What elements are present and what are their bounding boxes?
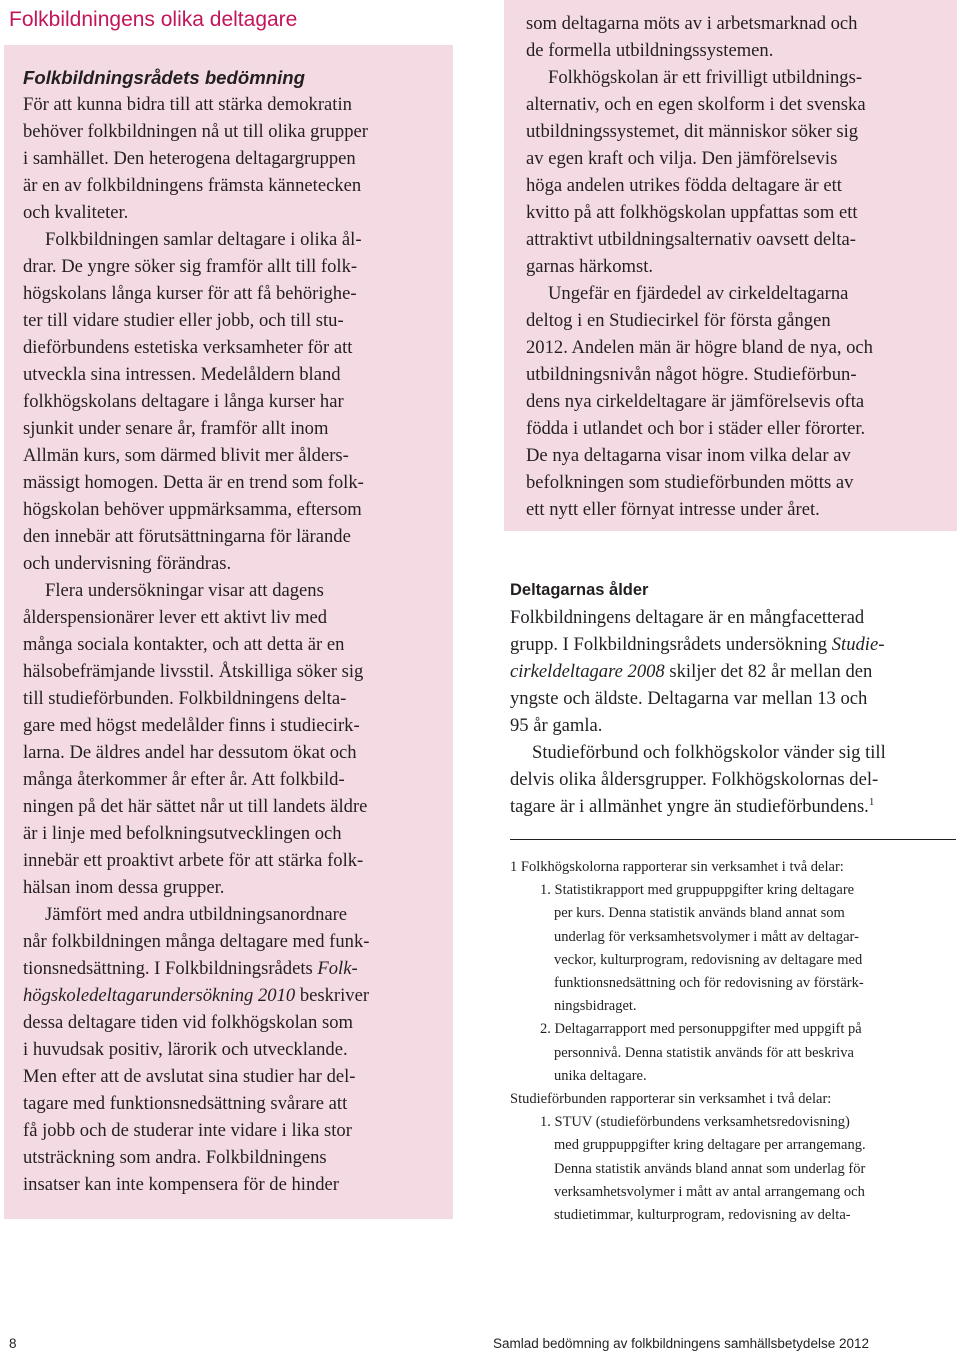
report-title-italic: Folk- [317, 958, 358, 979]
footnote-line: 1 Folkhögskolorna rapporterar sin verksamhet i två delar: [510, 859, 844, 875]
text-line: högskolan behöver uppmärksamma, eftersom [23, 499, 362, 520]
text-line: Men efter att de avslutat sina studier har del- [23, 1066, 356, 1087]
text-line: innebär ett proaktivt arbete för att stärka folk- [23, 850, 364, 871]
footnote-line: veckor, kulturprogram, redovisning av deltagare med [554, 951, 863, 968]
text-line: hälsan inom dessa grupper. [23, 877, 225, 898]
text-line: högskolans långa kurser för att få behörighe- [23, 283, 357, 304]
footnote-line: Studieförbunden rapporterar sin verksamhet i två delar: [510, 1091, 832, 1108]
text-line: hälsobefrämjande livsstil. Åtskilliga söker sig [23, 661, 364, 682]
text-line: drar. De yngre söker sig framför allt till folk- [23, 256, 358, 277]
text-segment: grupp. I Folkbildningsrådets undersökning [510, 634, 832, 655]
footnote [510, 856, 866, 1227]
text-line: folkhögskolans deltagare i långa kurser har [23, 391, 344, 412]
footnote-line: per kurs. Denna statistik används bland annat som [554, 905, 845, 922]
page-number: 8 [9, 1336, 17, 1351]
text-segment: beskriver [299, 985, 370, 1006]
text-line: Ungefär en fjärdedel av cirkeldeltagarna [548, 283, 849, 304]
text-line: dessa deltagare tiden vid folkhögskolan som [23, 1012, 353, 1033]
text-line: behöver folkbildningen nå ut till olika grupper [23, 121, 368, 142]
text-line: den innebär att förutsättningarna för lärande [23, 526, 351, 547]
footnote-line: med gruppuppgifter kring deltagare per arrangemang. [554, 1137, 866, 1154]
text-line: insatser kan inte kompensera för de hinder [23, 1174, 339, 1195]
assessment-heading: Folkbildningsrådets bedömning [23, 67, 306, 88]
text-segment: skiljer det 82 år mellan den [664, 661, 873, 682]
text-line [23, 982, 369, 1009]
text-line: många återkommer år efter år. Att folkbild- [23, 769, 345, 790]
text-segment: tionsnedsättning. I Folkbildningsrådets [23, 958, 318, 979]
text-line: För att kunna bidra till att stärka demokratin [23, 94, 352, 115]
text-line [510, 631, 886, 658]
text-line: 2012. Andelen män är högre bland de nya, och [526, 337, 873, 358]
page-title: Folkbildningens olika deltagare [9, 8, 298, 31]
text-line [510, 793, 886, 820]
text-line: utveckla sina intressen. Medelåldern bland [23, 364, 341, 385]
footnote-line: 2. Deltagarrapport med personuppgifter med uppgift på [540, 1021, 862, 1038]
text-line: attraktivt utbildningsalternativ oavsett delta- [526, 229, 856, 250]
text-line: ålderspensionärer lever ett aktivt liv med [23, 607, 328, 628]
text-line: är i linje med befolkningsutvecklingen och [23, 823, 342, 844]
text-line: dieförbundens estetiska verksamheter för att [23, 337, 353, 358]
text-line: Allmän kurs, som därmed blivit mer ålders- [23, 445, 349, 466]
section-participants-age [510, 577, 886, 820]
text-line: alternativ, och en egen skolform i det svenska [526, 94, 866, 115]
footnote-line: personnivå. Denna statistik används för att beskriva [554, 1044, 854, 1061]
text-line: av egen kraft och vilja. Den jämförelsevis [526, 148, 838, 169]
section-heading: Deltagarnas ålder [510, 581, 649, 599]
text-line: få jobb och de studerar inte vidare i lika stor [23, 1120, 352, 1141]
text-segment: tagare är i allmänhet yngre än studieförbundens. [510, 796, 869, 817]
text-line: tagare med funktionsnedsättning svårare att [23, 1093, 348, 1114]
footnote-line: 1. Statistikrapport med gruppuppgifter kring deltagare [540, 882, 855, 899]
text-line: utbildningssystemet, dit människor söker sig [526, 121, 859, 142]
text-line: i huvudsak positiv, lärorik och utvecklande. [23, 1039, 348, 1060]
text-line: ningen på det här sättet når ut till landets äldre [23, 796, 368, 817]
text-line: i samhället. Den heterogena deltagargruppen [23, 148, 356, 169]
footnote-line: ningsbidraget. [554, 998, 637, 1015]
text-line: Folkhögskolan är ett frivilligt utbildnings- [548, 67, 863, 88]
text-line: gare med högst medelålder finns i studiecirk- [23, 715, 360, 736]
footnote-line: Denna statistik används bland annat som underlag för [554, 1160, 866, 1177]
text-line: utsträckning som andra. Folkbildningens [23, 1147, 327, 1168]
text-line: sjunkit under senare år, framför allt inom [23, 418, 329, 439]
text-line: till studieförbunden. Folkbildningens delta- [23, 688, 347, 709]
text-line: De nya deltagarna visar inom vilka delar av [526, 445, 851, 466]
text-line: som deltagarna möts av i arbetsmarknad och [526, 13, 858, 34]
assessment-text-left [23, 64, 369, 1198]
report-title-italic: Studie- [831, 634, 885, 655]
footnote-line: studietimmar, kulturprogram, redovisning av delta- [554, 1207, 851, 1224]
text-line: yngste och äldste. Deltagarna var mellan 13 och [510, 688, 868, 709]
text-line: Flera undersökningar visar att dagens [45, 580, 324, 601]
footnote-line: underlag för verksamhetsvolymer i mått av deltagar- [554, 928, 859, 945]
assessment-text-right [526, 10, 873, 523]
text-line: delvis olika åldersgrupper. Folkhögskolornas del- [510, 769, 879, 790]
text-line: mässigt homogen. Detta är en trend som folk- [23, 472, 364, 493]
text-line: dens nya cirkeldeltagare är jämförelsevis ofta [526, 391, 865, 412]
footnote-line: unika deltagare. [554, 1067, 647, 1084]
text-line: ter till vidare studier eller jobb, och till stu- [23, 310, 344, 331]
report-title-italic: högskoledeltagarundersökning 2010 [23, 985, 296, 1006]
text-line: når folkbildningen många deltagare med funk- [23, 931, 370, 952]
text-line [23, 955, 369, 982]
text-line: Folkbildningens deltagare är en mångfacetterad [510, 607, 865, 628]
text-line: Jämfört med andra utbildningsanordnare [45, 904, 348, 925]
footnote-line: funktionsnedsättning och för redovisning av förstärk- [554, 975, 864, 992]
report-title-italic: cirkeldeltagare 2008 [510, 661, 665, 682]
footnote-line: verksamhetsvolymer i mått av antal arrangemang och [554, 1183, 865, 1200]
text-line: deltog i en Studiecirkel för första gången [526, 310, 831, 331]
footnote-ref[interactable]: 1 [868, 795, 875, 808]
text-line: larna. De äldres andel har dessutom ökat och [23, 742, 357, 763]
text-line: är en av folkbildningens främsta kännetecken [23, 175, 362, 196]
running-footer: Samlad bedömning av folkbildningens samhällsbetydelse 2012 [493, 1336, 869, 1351]
text-line: och undervisning förändras. [23, 553, 232, 574]
text-line: de formella utbildningssystemen. [526, 40, 774, 61]
footnote-line: 1. STUV (studieförbundens verksamhetsredovisning) [540, 1114, 850, 1131]
text-line: befolkningen som studieförbunden mötts av [526, 472, 854, 493]
text-line: födda i utlandet och bor i städer eller förorter. [526, 418, 866, 439]
text-line: Studieförbund och folkhögskolor vänder sig till [532, 742, 886, 763]
text-line: många sociala kontakter, och att detta är en [23, 634, 345, 655]
footnote-divider [510, 839, 956, 840]
text-line: kvitto på att folkhögskolan uppfattas som ett [526, 202, 858, 223]
text-line: ett nytt eller förnyat intresse under året. [526, 499, 820, 520]
text-line: Folkbildningen samlar deltagare i olika ål- [45, 229, 362, 250]
text-line [510, 658, 886, 685]
text-line: höga andelen utrikes födda deltagare är ett [526, 175, 842, 196]
text-line: och kvaliteter. [23, 202, 129, 223]
text-line: utbildningsnivån något högre. Studieförbun- [526, 364, 857, 385]
text-line: garnas härkomst. [526, 256, 654, 277]
text-line: 95 år gamla. [510, 715, 603, 736]
